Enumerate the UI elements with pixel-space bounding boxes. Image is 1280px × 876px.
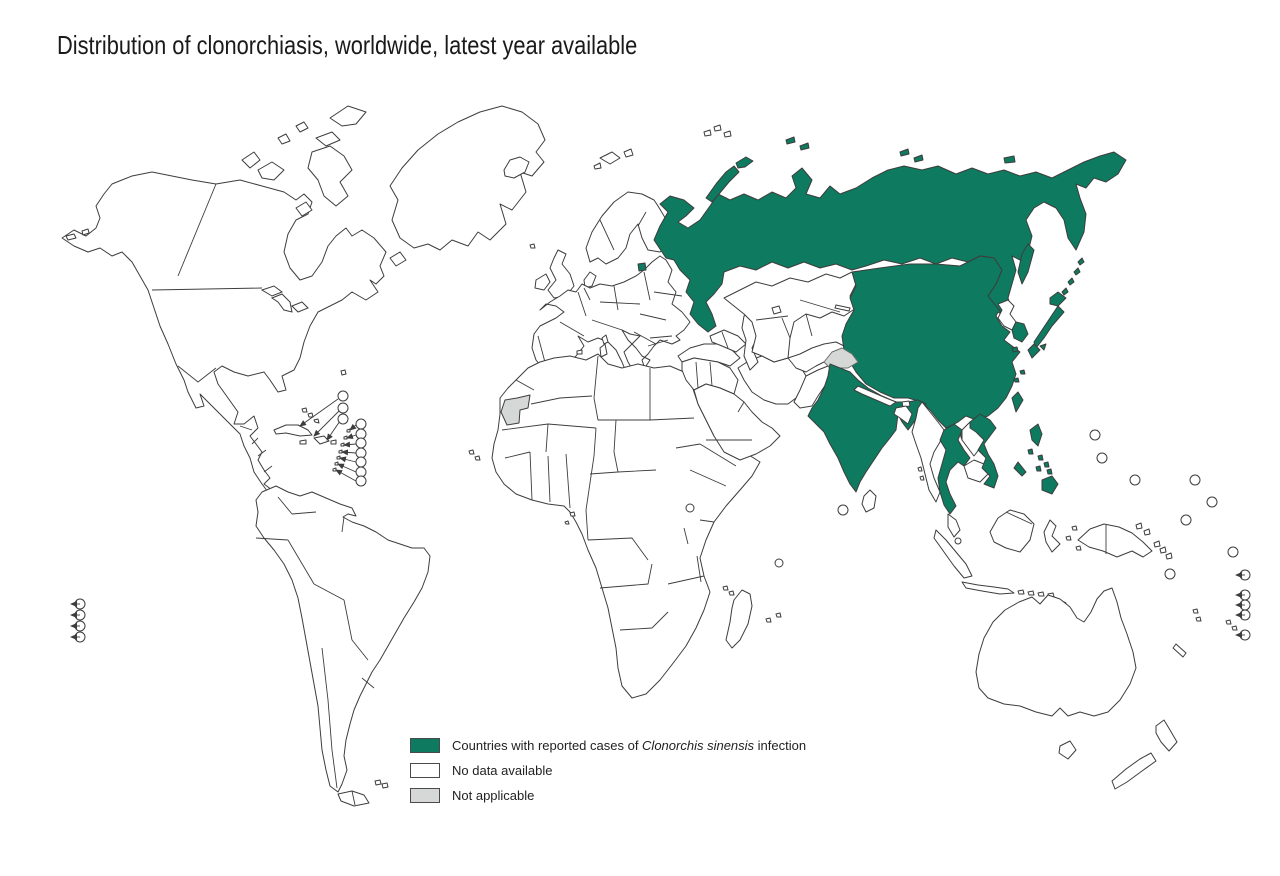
- nz-south-island: [1112, 753, 1156, 789]
- continent-south-america: [256, 486, 430, 792]
- island-jamaica: [300, 440, 306, 444]
- legend-swatch-reported: [410, 738, 440, 753]
- region-southeast-asia: [912, 402, 1081, 608]
- island-jeju: [1012, 347, 1018, 352]
- country-sri-lanka: [862, 490, 876, 512]
- map-legend: [410, 737, 806, 812]
- caribbean-island-circles: [338, 391, 366, 486]
- legend-swatch-not-applicable: [410, 788, 440, 803]
- islands-cape-verde: [469, 450, 480, 460]
- legend-label-reported: Countries with reported cases of Clonorchis sinensis infection: [452, 738, 807, 753]
- islands-moluccas: [1066, 526, 1081, 550]
- island-new-caledonia: [1173, 644, 1186, 657]
- aral-sea: [772, 306, 781, 314]
- islands-comoros: [723, 586, 734, 595]
- region-caribbean: [274, 391, 366, 486]
- right-edge-island-circles: [1236, 570, 1250, 640]
- islands-vanuatu: [1193, 609, 1201, 621]
- island-java: [962, 582, 1014, 594]
- pacific-island-circles: [1090, 430, 1238, 579]
- legend-swatch-no-data: [410, 763, 440, 778]
- country-madagascar: [726, 590, 752, 648]
- island-singapore: [955, 538, 961, 544]
- lake-victoria: [686, 504, 694, 512]
- island-cuba: [274, 425, 312, 436]
- island-sumatra: [934, 530, 972, 578]
- island-tasmania: [1059, 741, 1076, 759]
- country-philippines: [1014, 424, 1058, 494]
- country-greenland: [390, 106, 545, 250]
- island-hispaniola: [314, 436, 329, 444]
- islands-mascarene: [766, 613, 781, 622]
- country-malaysia-peninsula: [948, 514, 960, 537]
- island-new-guinea: [1078, 524, 1152, 557]
- island-maldives: [838, 505, 848, 515]
- island-taiwan: [1012, 392, 1023, 412]
- island-faroe: [530, 244, 535, 248]
- legend-row-no-data: [410, 762, 806, 779]
- region-oceania: [976, 430, 1250, 789]
- lesser-antilles-specks: [333, 429, 350, 471]
- islands-kuril: [1062, 258, 1084, 295]
- legend-row-reported: [410, 737, 806, 754]
- country-ireland: [535, 274, 550, 290]
- nz-north-island: [1156, 720, 1177, 751]
- islands-bahamas: [302, 408, 319, 423]
- islands-andaman: [918, 467, 924, 480]
- page-title: Distribution of clonorchiasis, worldwide, latest year available: [57, 30, 638, 60]
- islands-franz-josef: [704, 125, 731, 137]
- island-mauritius: [775, 559, 783, 567]
- territory-kaliningrad: [638, 263, 646, 271]
- islands-fiji: [1226, 620, 1237, 630]
- legend-row-not-applicable: [410, 787, 806, 804]
- left-edge-island-circles: [71, 599, 85, 642]
- island-puerto-rico: [331, 440, 336, 444]
- island-newfoundland: [390, 252, 406, 266]
- island-bermuda: [341, 370, 346, 375]
- islands-svalbard: [594, 149, 633, 169]
- island-borneo: [990, 510, 1034, 552]
- region-south-america: [256, 486, 430, 806]
- legend-label-not-applicable: Not applicable: [452, 788, 535, 803]
- islands-falkland: [375, 780, 388, 788]
- arctic-islands-russia: [786, 137, 1015, 163]
- legend-label-no-data: No data available: [452, 763, 553, 778]
- island-sulawesi: [1044, 520, 1060, 552]
- country-usa-canada-mexico: [62, 172, 386, 492]
- country-south-korea: [1012, 322, 1028, 342]
- country-australia: [976, 588, 1136, 716]
